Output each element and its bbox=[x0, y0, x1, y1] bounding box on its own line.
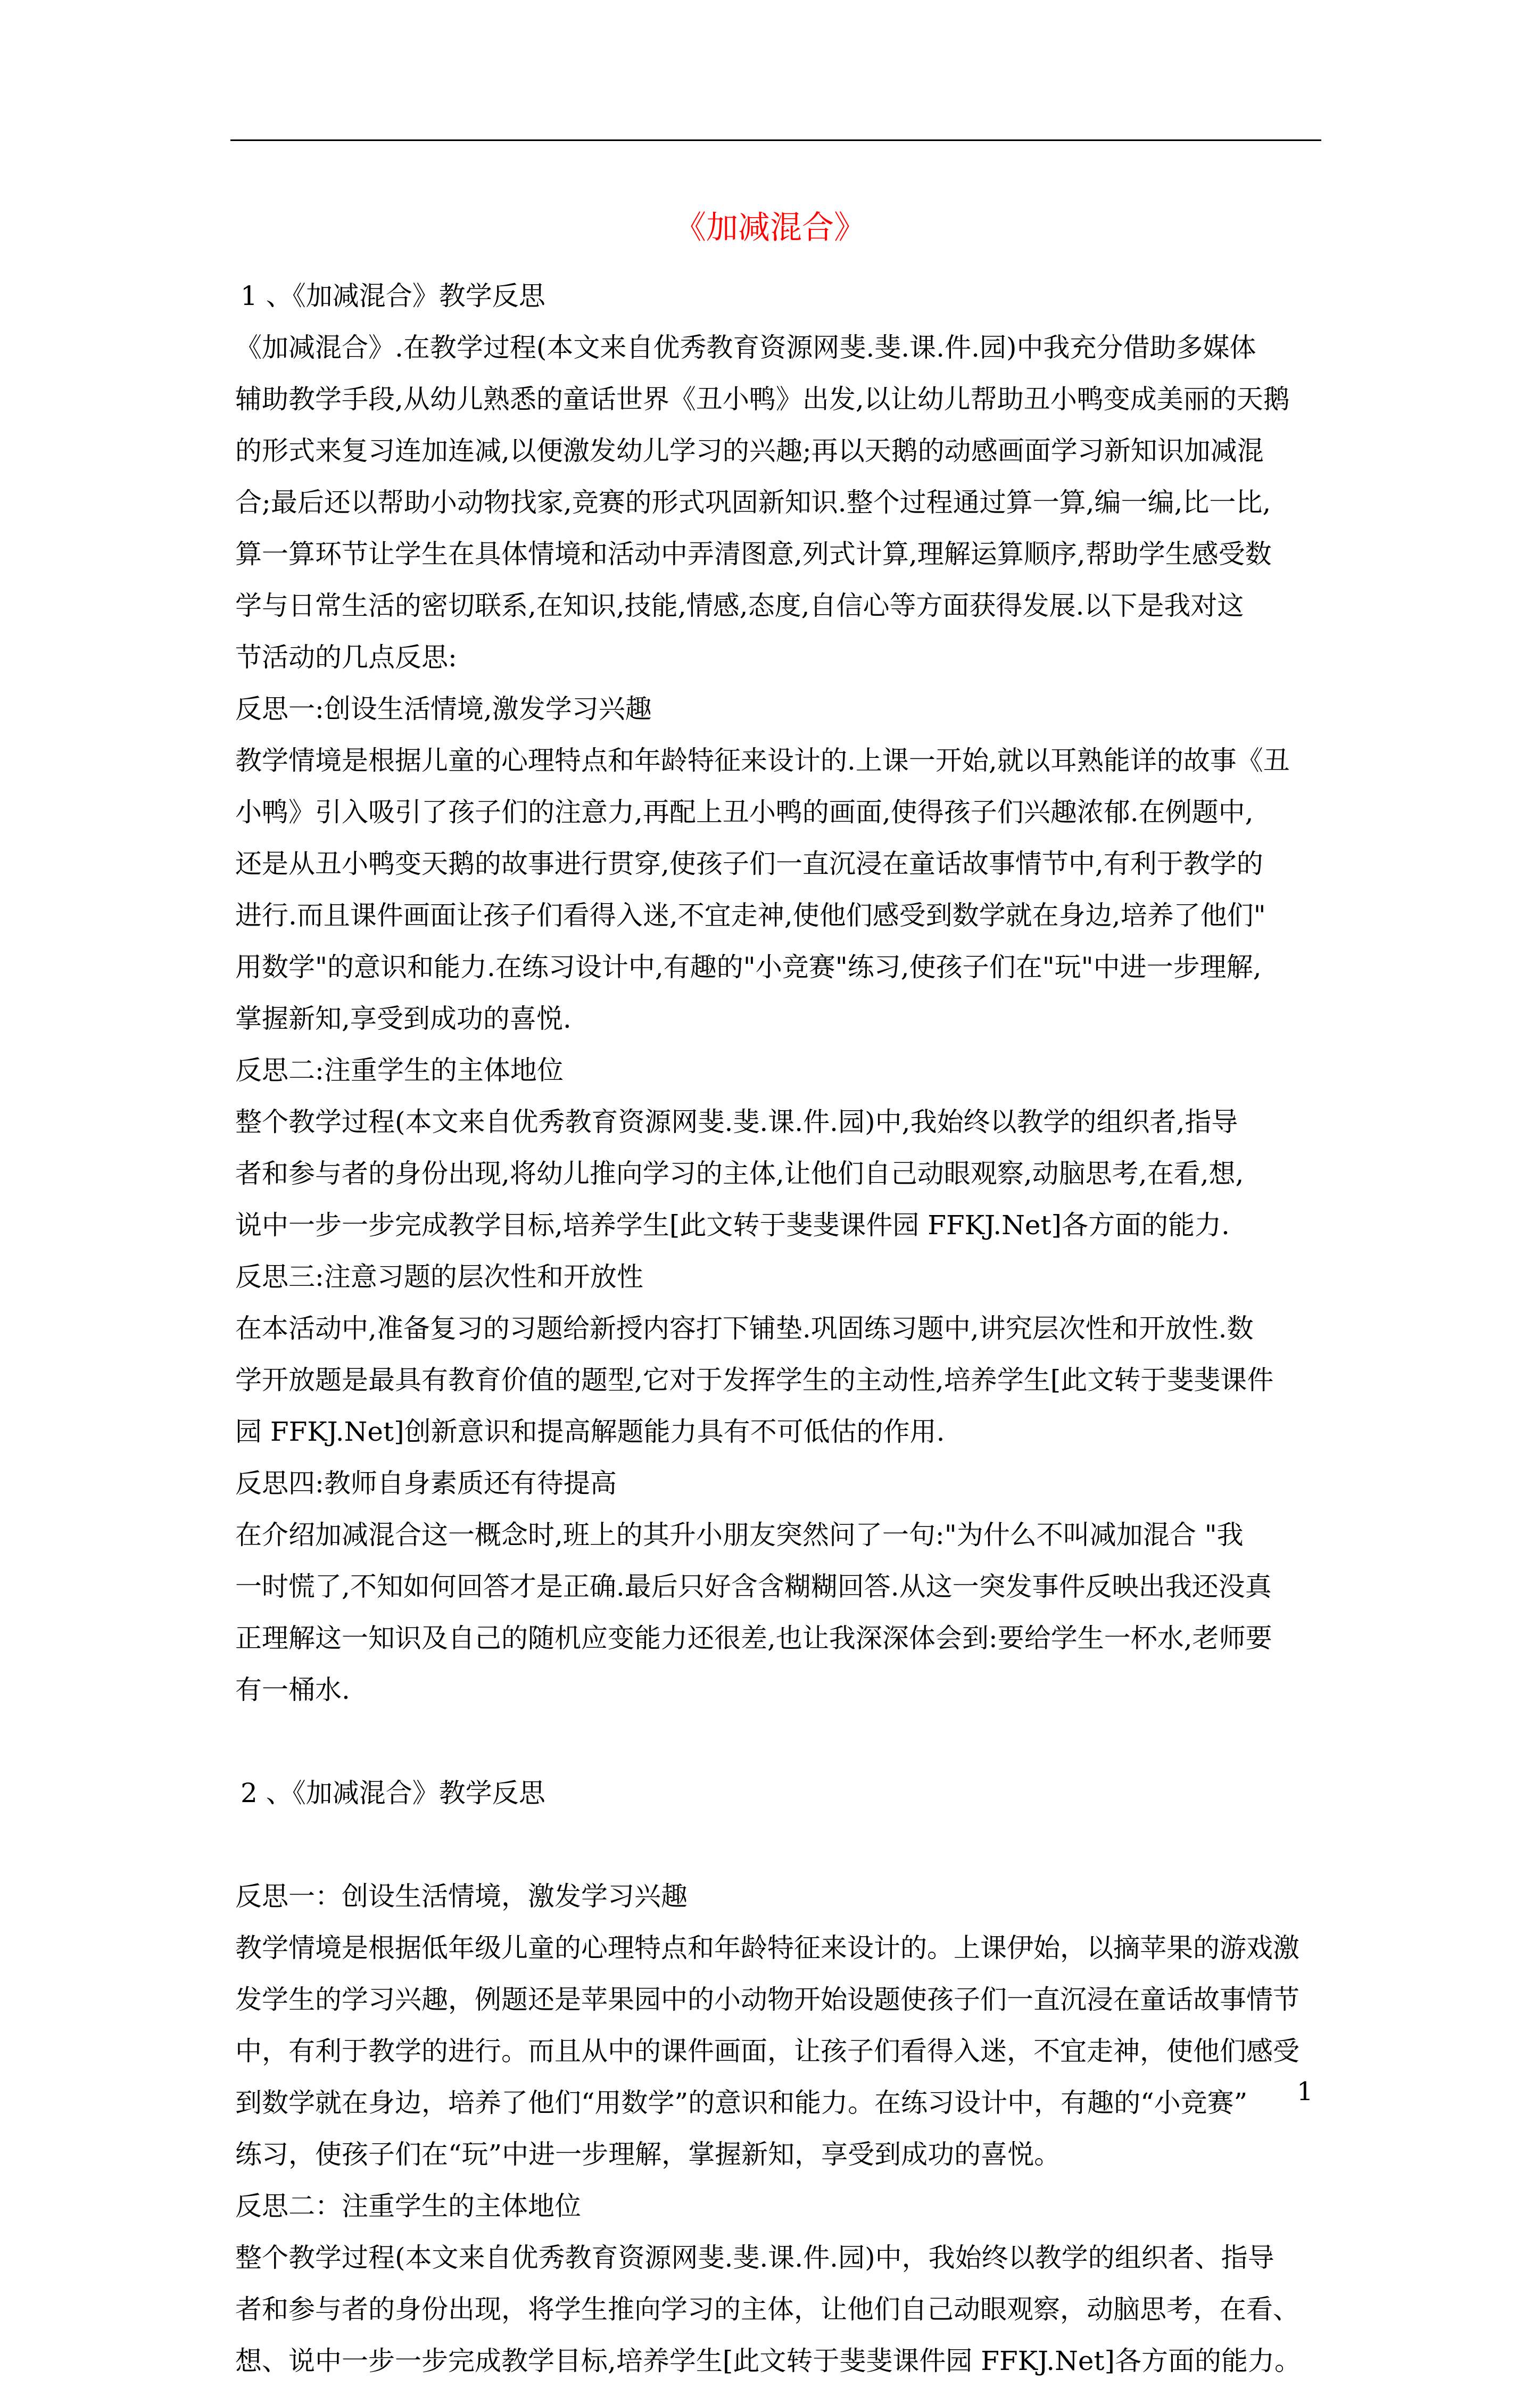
text-line: 还是从丑小鸭变天鹅的故事进行贯穿,使孩子们一直沉浸在童话故事情节中,有利于教学的 bbox=[235, 848, 1263, 879]
text-line: 正理解这一知识及自己的随机应变能力还很差,也让我深深体会到:要给学生一杯水,老师要 bbox=[235, 1623, 1272, 1654]
text-line: 辅助教学手段,从幼儿熟悉的童话世界《丑小鸭》出发,以让幼儿帮助丑小鸭变成美丽的天鹅 bbox=[235, 384, 1290, 415]
text-line: 反思三:注意习题的层次性和开放性 bbox=[235, 1261, 643, 1292]
text-line: 园 FFKJ.Net]创新意识和提高解题能力具有不可低估的作用. bbox=[235, 1416, 945, 1447]
text-line: 练习，使孩子们在“玩”中进一步理解，掌握新知，享受到成功的喜悦。 bbox=[235, 2139, 1061, 2170]
page-number: 1 bbox=[1297, 2077, 1313, 2107]
text-line: 合;最后还以帮助小动物找家,竞赛的形式巩固新知识.整个过程通过算一算,编一编,比一比, bbox=[235, 487, 1271, 518]
text-line: 说中一步一步完成教学目标,培养学生[此文转于斐斐课件园 FFKJ.Net]各方面的能力. bbox=[235, 1210, 1230, 1241]
text-line: 在介绍加减混合这一概念时,班上的其升小朋友突然问了一句:"为什么不叫减加混合 "我 bbox=[235, 1519, 1244, 1550]
text-line: 反思二：注重学生的主体地位 bbox=[235, 2191, 581, 2221]
text-line: 算一算环节让学生在具体情境和活动中弄清图意,列式计算,理解运算顺序,帮助学生感受数 bbox=[235, 539, 1272, 569]
text-line: 有一桶水. bbox=[235, 1674, 350, 1705]
text-line: 反思二:注重学生的主体地位 bbox=[235, 1055, 564, 1086]
text-line: 发学生的学习兴趣，例题还是苹果园中的小动物开始设题使孩子们一直沉浸在童话故事情节 bbox=[235, 1984, 1299, 2015]
text-line: 2 、《加减混合》教学反思 bbox=[241, 1778, 545, 1808]
text-line: 反思四:教师自身素质还有待提高 bbox=[235, 1468, 617, 1499]
text-line: 者和参与者的身份出现,将幼儿推向学习的主体,让他们自己动眼观察,动脑思考,在看,想, bbox=[235, 1158, 1244, 1189]
text-line: 到数学就在身边，培养了他们“用数学”的意识和能力。在练习设计中，有趣的“小竞赛” bbox=[235, 2087, 1248, 2118]
text-line: 一时慌了,不知如何回答才是正确.最后只好含含糊糊回答.从这一突发事件反映出我还没真 bbox=[235, 1571, 1272, 1602]
document-body bbox=[235, 270, 1326, 2387]
text-line: 学开放题是最具有教育价值的题型,它对于发挥学生的主动性,培养学生[此文转于斐斐课件 bbox=[235, 1365, 1274, 1395]
text-line: 整个教学过程(本文来自优秀教育资源网斐.斐.课.件.园)中，我始终以教学的组织者、指导 bbox=[235, 2242, 1274, 2273]
text-line: 学与日常生活的密切联系,在知识,技能,情感,态度,自信心等方面获得发展.以下是我对这 bbox=[235, 590, 1244, 621]
text-line: 掌握新知,享受到成功的喜悦. bbox=[235, 1003, 572, 1034]
text-line: 1 、《加减混合》教学反思 bbox=[241, 280, 545, 311]
text-line: 教学情境是根据低年级儿童的心理特点和年龄特征来设计的。上课伊始，以摘苹果的游戏激 bbox=[235, 1932, 1299, 1963]
text-line: 反思一：创设生活情境，激发学习兴趣 bbox=[235, 1881, 688, 1912]
document-title: 《加减混合》 bbox=[674, 209, 866, 246]
text-line: 小鸭》引入吸引了孩子们的注意力,再配上丑小鸭的画面,使得孩子们兴趣浓郁.在例题中, bbox=[235, 797, 1254, 828]
text-line: 的形式来复习连加连减,以便激发幼儿学习的兴趣;再以天鹅的动感画面学习新知识加减混 bbox=[235, 435, 1264, 466]
text-line: 在本活动中,准备复习的习题给新授内容打下铺垫.巩固练习题中,讲究层次性和开放性.数 bbox=[235, 1313, 1254, 1344]
text-line: 者和参与者的身份出现，将学生推向学习的主体，让他们自己动眼观察，动脑思考，在看、 bbox=[235, 2294, 1299, 2325]
header-rule bbox=[230, 139, 1321, 141]
text-line: 反思一:创设生活情境,激发学习兴趣 bbox=[235, 693, 652, 724]
text-line: 中，有利于教学的进行。而且从中的课件画面，让孩子们看得入迷，不宜走神，使他们感受 bbox=[235, 2036, 1299, 2067]
text-line: 教学情境是根据儿童的心理特点和年龄特征来设计的.上课一开始,就以耳熟能详的故事《丑 bbox=[235, 745, 1290, 776]
blank-line bbox=[235, 1819, 1326, 1871]
text-line: 进行.而且课件画面让孩子们看得入迷,不宜走神,使他们感受到数学就在身边,培养了他们" bbox=[235, 900, 1266, 931]
text-line: 想、说中一步一步完成教学目标,培养学生[此文转于斐斐课件园 FFKJ.Net]各方面的能力。 bbox=[235, 2345, 1302, 2376]
text-line: 用数学"的意识和能力.在练习设计中,有趣的"小竞赛"练习,使孩子们在"玩"中进一步理解, bbox=[235, 952, 1262, 982]
text-line: 节活动的几点反思: bbox=[235, 642, 457, 673]
text-line: 整个教学过程(本文来自优秀教育资源网斐.斐.课.件.园)中,我始终以教学的组织者,指导 bbox=[235, 1106, 1238, 1137]
text-line: 《加减混合》.在教学过程(本文来自优秀教育资源网斐.斐.课.件.园)中我充分借助多媒体 bbox=[235, 332, 1256, 363]
blank-line bbox=[235, 1716, 1326, 1767]
